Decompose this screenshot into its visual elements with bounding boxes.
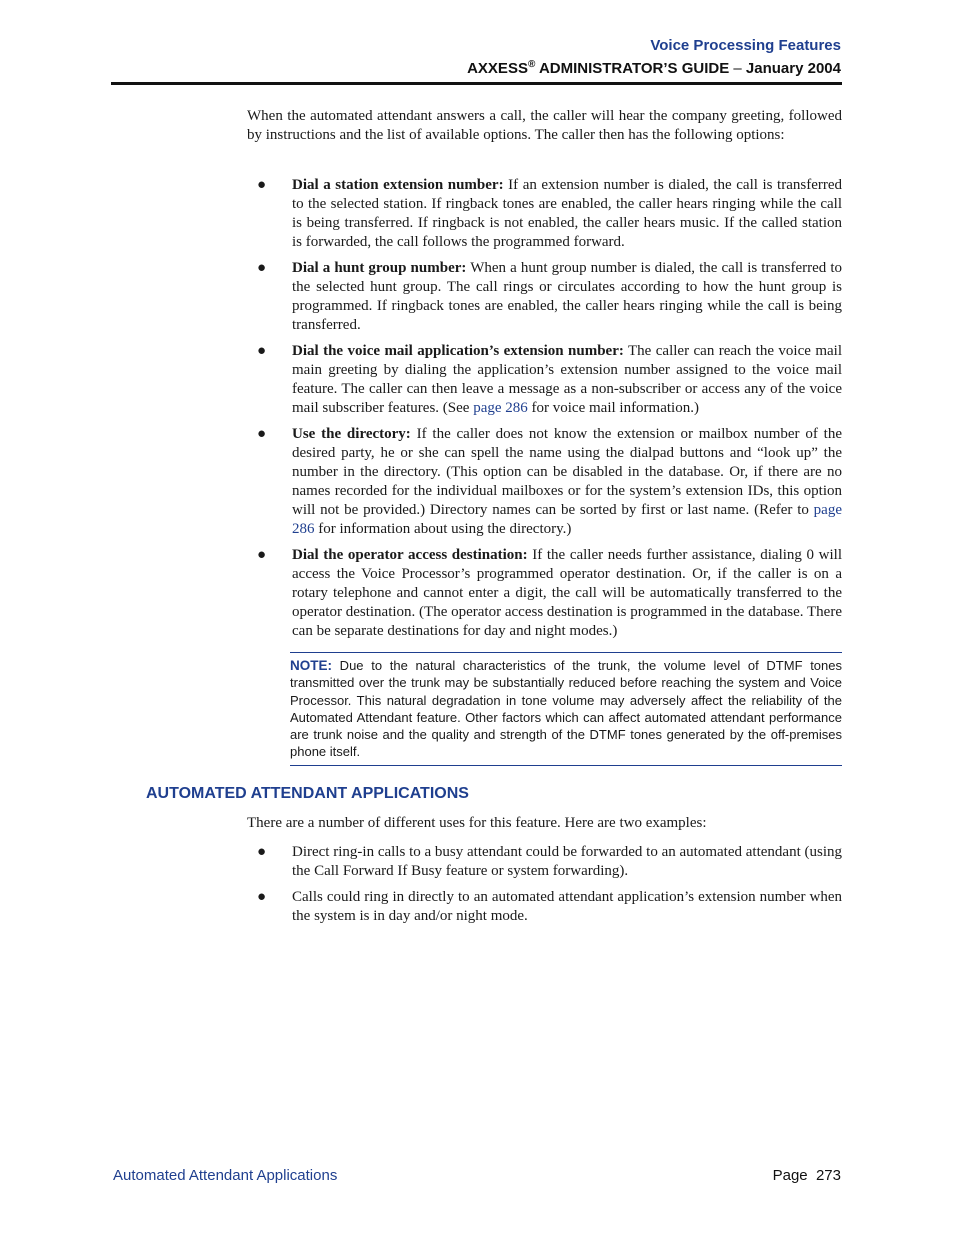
note-paragraph [290,653,842,761]
option-text: for voice mail information.) [527,400,699,416]
list-item [247,425,842,539]
guide-dash: – [729,60,746,77]
list-item [247,546,842,641]
page-286-link[interactable]: page 286 [473,400,528,416]
guide-title: ADMINISTRATOR’S GUIDE [535,60,730,77]
bullet-icon: ● [257,547,267,563]
option-text: If the caller does not know the extension or mailbox number of the desired party, he or she can spell the name using the dialpad buttons and “look up” the number in the directory. (This option can be disabled in the database. Or, if there are no names recorded for the individual mailboxes or for the system’s extension IDs, this option will not be provided.) Directory names can be sorted by first or last name. (Refer to [292,426,842,518]
guide-brand: AXXESS [467,60,528,77]
list-item [247,176,842,252]
option-term: Dial a hunt group number: [292,260,467,276]
list-item [247,342,842,418]
bullet-icon: ● [257,426,267,442]
bullet-icon: ● [257,177,267,193]
option-text: When a hunt group number is dialed, the call is transferred to the selected hunt group. The call rings or circulates according to how the hunt group is programmed. If ringback tones are enabled, the caller hears ringing while the call is being transferred. [292,260,843,333]
note-text: Due to the natural characteristics of the trunk, the volume level of DTMF tones transmitted over the trunk may be substantially reduced before reaching the system and Voice Processor. This natural degradation in tone volume may adversely affect the reliability of the Automated Attendant feature. Other factors which can affect automated attendant performance are trunk noise and the quality and strength of the DTMF tones generated by the off-premises phone itself. [290,658,842,760]
option-text: If an extension number is dialed, the call is transferred to the selected station. If ringback tones are enabled, the caller hears ringing while the call is being transferred. If ringback is not enabled, the caller hears music. If the called station is forwarded, the call follows the programmed forward. [292,177,842,250]
section-intro-paragraph: There are a number of different uses for this feature. Here are two examples: [247,815,707,831]
running-header-section: Voice Processing Features [650,37,841,54]
option-term: Dial the voice mail application’s extension number: [292,343,624,359]
option-text: If the caller needs further assistance, dialing 0 will access the Voice Processor’s programmed operator destination. Or, if the caller is on a rotary telephone and cannot enter a digit, the call will be automatically transferred to the operator destination. (The operator access destination is programmed in the database. There can be separate destinations for day and night modes.) [292,547,842,639]
caller-options-list [247,176,842,648]
page-286-link[interactable]: page 286 [292,502,842,537]
application-text: Calls could ring in directly to an automated attendant application’s extension number when the system is in day and/or night mode. [292,889,842,924]
page-number: Page 273 [772,1167,841,1184]
footer-section-title: Automated Attendant Applications [113,1167,338,1184]
application-text: Direct ring-in calls to a busy attendant could be forwarded to an automated attendant (using the Call Forward If Busy feature or system forwarding). [292,844,842,879]
intro-paragraph: When the automated attendant answers a call, the caller will hear the company greeting, followed by instructions and the list of available options. The caller then has the following options: [247,108,842,143]
section-heading: AUTOMATED ATTENDANT APPLICATIONS [146,785,469,802]
option-text: for information about using the directory.) [314,521,572,537]
option-term: Use the directory: [292,426,411,442]
list-item [247,259,842,335]
running-header-guide [467,59,841,77]
option-term: Dial the operator access destination: [292,547,528,563]
header-rule [111,82,842,85]
note-label: NOTE: [290,658,332,673]
option-term: Dial a station extension number: [292,177,504,193]
bullet-icon: ● [257,343,267,359]
list-item [247,843,842,881]
bullet-icon: ● [257,260,267,276]
list-item [247,888,842,926]
note-box [290,652,842,766]
bullet-icon: ● [257,844,267,860]
option-text: The caller can reach the voice mail main greeting by dialing the application’s extension number assigned to the voice mail feature. The caller can then leave a message as a non-subscriber or access any of the voice mail subscriber features. (See [292,343,842,416]
registered-mark: ® [527,59,536,70]
guide-date: January 2004 [745,60,841,77]
bullet-icon: ● [257,889,267,905]
applications-list [247,843,842,933]
